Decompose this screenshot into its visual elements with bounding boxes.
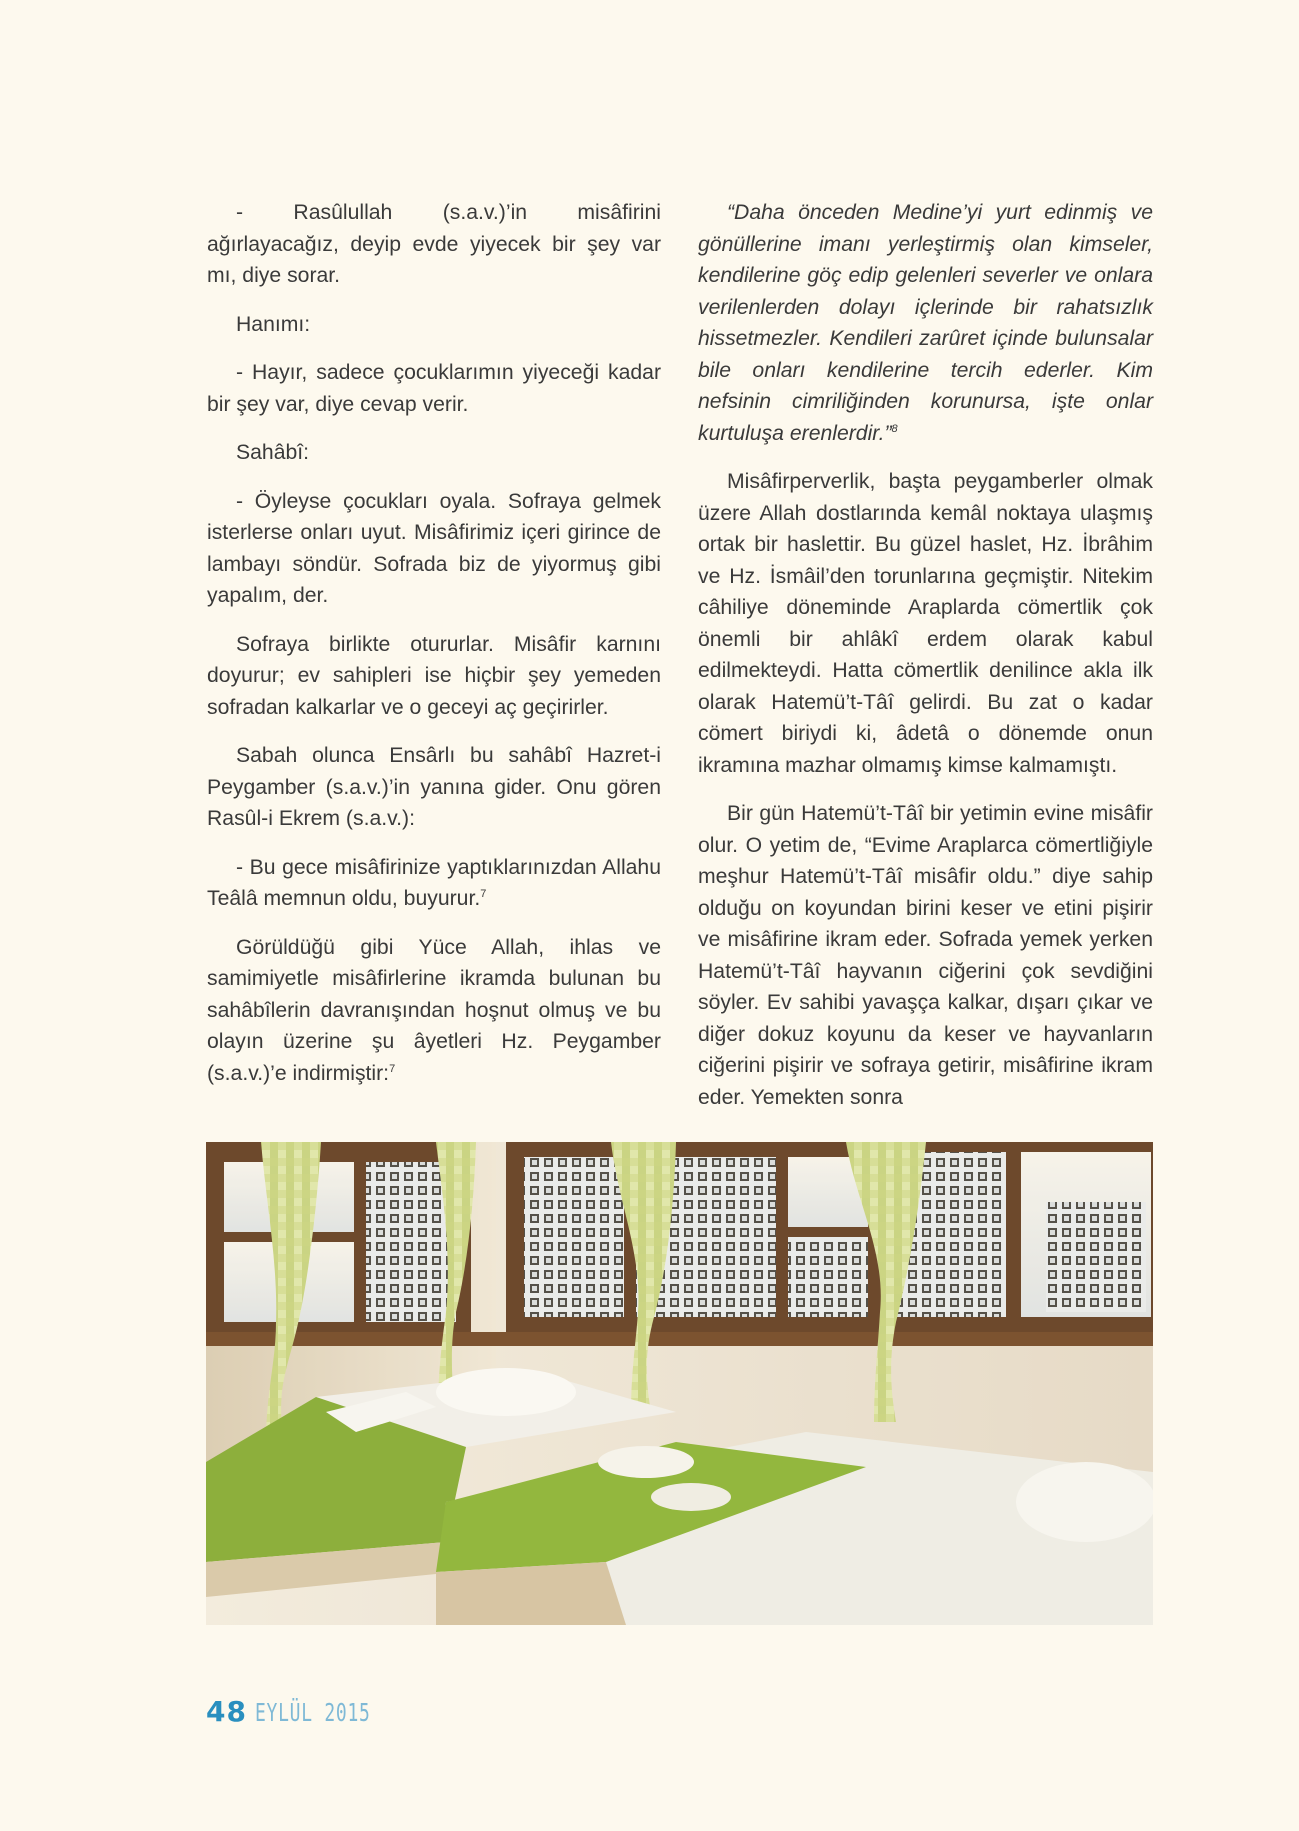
right-text-column [698, 197, 1153, 1130]
paragraph-text: - Bu gece misâfirinize yaptıklarınızdan Allahu Teâlâ memnun oldu, buyurur. [207, 855, 661, 910]
page-number: 48 [206, 1695, 247, 1728]
verse-quote [698, 197, 1153, 449]
paragraph: Bir gün Hatemü’t-Tâî bir yetimin evine misâfir olur. O yetim de, “Evime Araplarca cömertliğiyle meşhur Hatemü’t-Tâî misâfir oldu.” diye sahip olduğu on koyundan birini keser ve etini pişirir ve misâfirine ikram eder. Sofrada yemek yerken Hatemü’t-Tâî hayvanın ciğerini çok sevdiğini söyler. Ev sahibi yavaşça kalkar, dışarı çıkar ve diğer dokuz koyunu da keser ve hayvanların ciğerini pişirir ve sofraya getirir, misâfirine ikram eder. Yemekten sonra [698, 802, 1153, 1109]
quote-text: “Daha önceden Medine’yi yurt edinmiş ve gönüllerine imanı yerleştirmiş olan kimseler, kendilerine göç edip gelenleri severler ve onlara verilenlerden dolayı içlerinde bir rahatsızlık hissetmezler. Kendileri zarûret içinde bulunsalar bile onları kendilerine tercih ederler. Kim nefsinin cimriliğinden korunursa, işte onlar kurtuluşa erenlerdir.” [698, 201, 1153, 445]
paragraph: Sofraya birlikte otururlar. Misâfir karnını doyurur; ev sahipleri ise hiçbir şey yemeden sofradan kalkarlar ve o geceyi aç geçirirler. [207, 632, 661, 719]
page-footer [206, 1695, 415, 1735]
paragraph: Hanımı: [236, 312, 311, 336]
paragraph: - Öyleyse çocukları oyala. Sofraya gelmek isterlerse onları uyut. Misâfirimiz içeri girince de lambayı söndür. Sofrada biz de yiyormuş gibi yapalım, der. [207, 489, 661, 607]
footnote-ref: 7 [480, 888, 487, 900]
bedroom-photo [206, 1142, 1153, 1625]
paragraph [207, 932, 661, 1090]
paragraph: Sabah olunca Ensârlı bu sahâbî Hazret-i Peygamber (s.a.v.)’in yanına gider. Onu gören Rasûl-i Ekrem (s.a.v.): [207, 744, 661, 830]
paragraph: Sahâbî: [236, 441, 310, 464]
footnote-ref: 8 [891, 422, 898, 435]
issue-date: EYLÜL 2015 [254, 1698, 371, 1727]
footnote-ref: 7 [389, 1062, 396, 1075]
paragraph: - Hayır, sadece çocuklarımın yiyeceği kadar bir şey var, diye cevap verir. [207, 361, 661, 416]
paragraph: - Rasûlullah (s.a.v.)’in misâfirini ağırlayacağız, deyip evde yiyecek bir şey var mı, diye sorar. [207, 201, 661, 287]
left-text-column [207, 197, 661, 1106]
paragraph [207, 852, 661, 915]
paragraph-text: Görüldüğü gibi Yüce Allah, ihlas ve samimiyetle misâfirlerine ikramda bulunan bu sahâbîlerin davranışından hoşnut olmuş ve bu olayın üzerine şu âyetleri Hz. Peygamber (s.a.v.)’e indirmiştir: [207, 935, 661, 1085]
paragraph: Misâfirperverlik, başta peygamberler olmak üzere Allah dostlarında kemâl noktaya ulaşmış ortak bir haslettir. Bu güzel haslet, Hz. İbrâhim ve Hz. İsmâil’den torunlarına geçmiştir. Nitekim câhiliye döneminde Araplarda cömertlik çok önemli bir ahlâkî erdem olarak kabul edilmekteydi. Hatta cömertlik denilince akla ilk olarak Hatemü’t-Tâî gelirdi. Bu zat o kadar cömert biriydi ki, âdetâ o dönemde onun ikramına mazhar olmamış kimse kalmamıştı. [698, 470, 1153, 777]
